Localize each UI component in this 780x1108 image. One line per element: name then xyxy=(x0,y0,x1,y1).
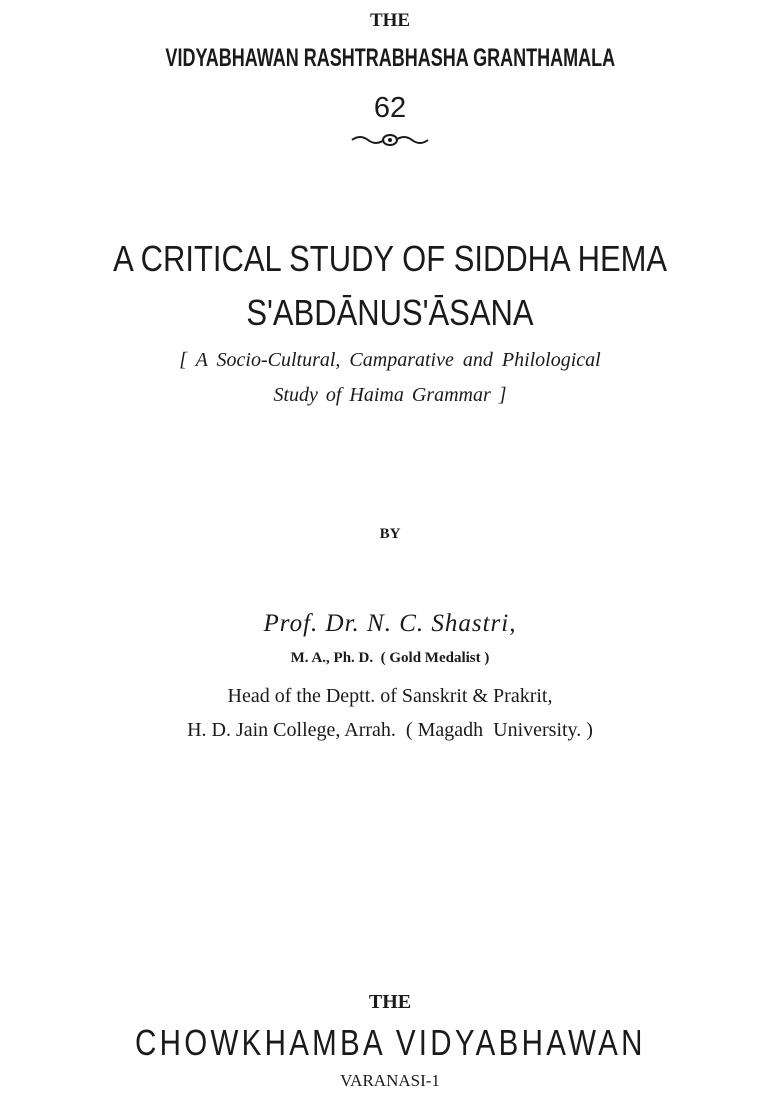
author-by-text: BY xyxy=(379,526,401,542)
author-degrees-text: M. A., Ph. D. ( Gold Medalist ) xyxy=(290,650,490,666)
book-subtitle-line1-text: [ A Socio-Cultural, Camparative and Philological xyxy=(179,349,601,371)
publisher-city-text: VARANASI-1 xyxy=(340,1071,440,1090)
series-the-text: THE xyxy=(369,10,411,31)
author-affiliation xyxy=(0,719,780,742)
book-subtitle-line2 xyxy=(0,384,780,407)
author-degrees xyxy=(0,650,780,667)
book-title-line2-text: S'ABDĀNUS'ĀSANA xyxy=(246,292,534,333)
series-name xyxy=(0,44,780,73)
publisher-city xyxy=(0,1071,780,1091)
series-number xyxy=(0,92,780,125)
author-by xyxy=(0,526,780,543)
book-title-line1-text: A CRITICAL STUDY OF SIDDHA HEMA xyxy=(113,238,667,279)
author-position-text: Head of the Deptt. of Sanskrit & Prakrit, xyxy=(227,685,553,707)
publisher-the-text: THE xyxy=(368,991,412,1013)
publisher-the xyxy=(0,991,780,1014)
publisher-name xyxy=(0,1022,780,1064)
book-subtitle-line2-text: Study of Haima Grammar ] xyxy=(273,384,507,406)
publisher-name-text: CHOWKHAMBA VIDYABHAWAN xyxy=(134,1022,646,1063)
ornament-icon xyxy=(0,132,780,153)
author-name-text: Prof. Dr. N. C. Shastri, xyxy=(263,610,517,637)
book-title-line2 xyxy=(0,292,780,334)
author-name xyxy=(0,610,780,638)
series-name-text: VIDYABHAWAN RASHTRABHASHA GRANTHAMALA xyxy=(165,44,615,72)
series-the xyxy=(0,10,780,32)
book-title-line1 xyxy=(0,238,780,280)
author-affiliation-text: H. D. Jain College, Arrah. ( Magadh University. ) xyxy=(187,719,593,741)
series-number-text: 62 xyxy=(373,92,407,124)
book-subtitle-line1 xyxy=(0,349,780,372)
author-position xyxy=(0,685,780,708)
